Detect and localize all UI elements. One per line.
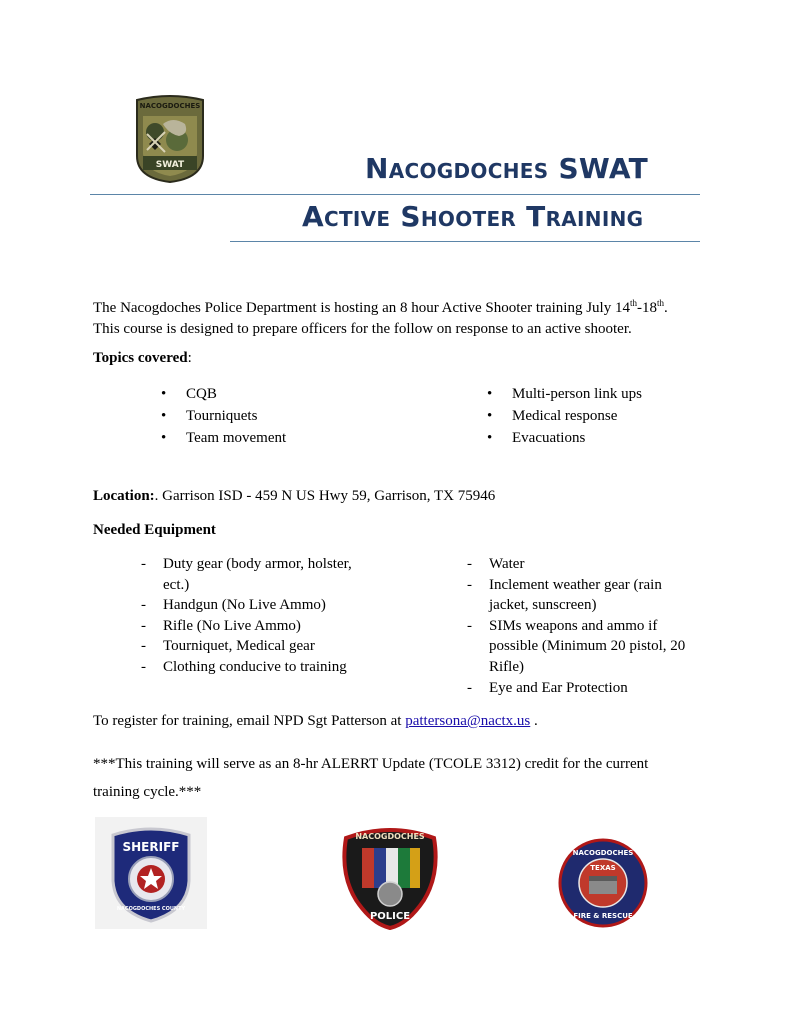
title-line-1: Nacogdoches SWAT [365, 152, 649, 185]
list-item: - Water [465, 554, 705, 575]
title-rule-bottom [230, 241, 700, 242]
equipment-heading: Needed Equipment [93, 522, 216, 538]
swat-badge-bottom-text: SWAT [155, 160, 185, 170]
list-item: - SIMs weapons and ammo if possible (Minimum 20 pistol, 20 Rifle) [465, 616, 705, 678]
list-item: - Tourniquet, Medical gear [139, 636, 374, 657]
intro-sup-2: th [657, 298, 665, 308]
fire-rescue-logo [558, 838, 648, 928]
police-bottom-text: POLICE [369, 911, 411, 922]
swat-badge-logo [133, 94, 207, 184]
intro-date-end: -18 [637, 300, 657, 316]
list-item: • Medical response [487, 405, 642, 427]
list-item: - Rifle (No Live Ammo) [139, 616, 374, 637]
intro-line-1-text: The Nacogdoches Police Department is hosting an 8 hour Active Shooter training July 14 [93, 300, 630, 316]
title-rule-top [90, 194, 700, 195]
credit-note [93, 750, 648, 806]
intro-sup-1: th [629, 298, 637, 308]
fire-mid-text: TEXAS [590, 864, 616, 872]
list-item: • Evacuations [487, 427, 642, 449]
list-item: - Eye and Ear Protection [465, 678, 705, 699]
list-item: • CQB [161, 383, 286, 405]
fire-top-text: NACOGDOCHES [572, 849, 634, 857]
topics-heading [93, 348, 192, 369]
list-item: - Handgun (No Live Ammo) [139, 595, 374, 616]
register-text: To register for training, email NPD Sgt Patterson at [93, 713, 406, 729]
register-line [93, 711, 538, 732]
location-line [93, 486, 495, 507]
list-item: - Duty gear (body armor, holster, ect.) [139, 554, 374, 595]
topics-list-left [161, 383, 286, 449]
sheriff-bottom-text: NACOGDOCHES COUNTY [116, 906, 186, 912]
intro-paragraph [93, 293, 668, 340]
topics-heading-label: Topics covered [93, 350, 188, 366]
credit-line-1: ***This training will serve as an 8-hr ALERRT Update (TCOLE 3312) credit for the current [93, 756, 649, 772]
list-item: - Inclement weather gear (rain jacket, sunscreen) [465, 575, 705, 616]
equipment-list-left [139, 554, 374, 678]
sheriff-top-text: SHERIFF [122, 840, 180, 854]
topics-list-right [487, 383, 642, 449]
location-label: Location: [93, 488, 155, 504]
intro-line-2: This course is designed to prepare officers for the follow on response to an active shooter. [93, 321, 632, 337]
list-item: • Multi-person link ups [487, 383, 642, 405]
location-value: . Garrison ISD - 459 N US Hwy 59, Garrison, TX 75946 [154, 488, 496, 504]
register-email-link[interactable]: pattersona@nactx.us [405, 713, 531, 729]
fire-bottom-text: FIRE & RESCUE [573, 912, 633, 920]
topics-heading-colon: : [187, 350, 192, 366]
equipment-list-right [465, 554, 705, 698]
list-item: • Tourniquets [161, 405, 286, 427]
police-badge-logo [336, 824, 444, 930]
list-item: - Clothing conducive to training [139, 657, 374, 678]
intro-period: . [664, 300, 668, 316]
credit-line-2: training cycle.*** [93, 784, 202, 800]
swat-badge-top-text: NACOGDOCHES [139, 102, 201, 110]
police-top-text: NACOGDOCHES [355, 832, 425, 841]
title-line-2: Active Shooter Training [302, 200, 644, 233]
list-item: • Team movement [161, 427, 286, 449]
sheriff-badge-logo [95, 817, 207, 929]
register-suffix: . [530, 713, 538, 729]
intro-line-1 [93, 293, 668, 319]
